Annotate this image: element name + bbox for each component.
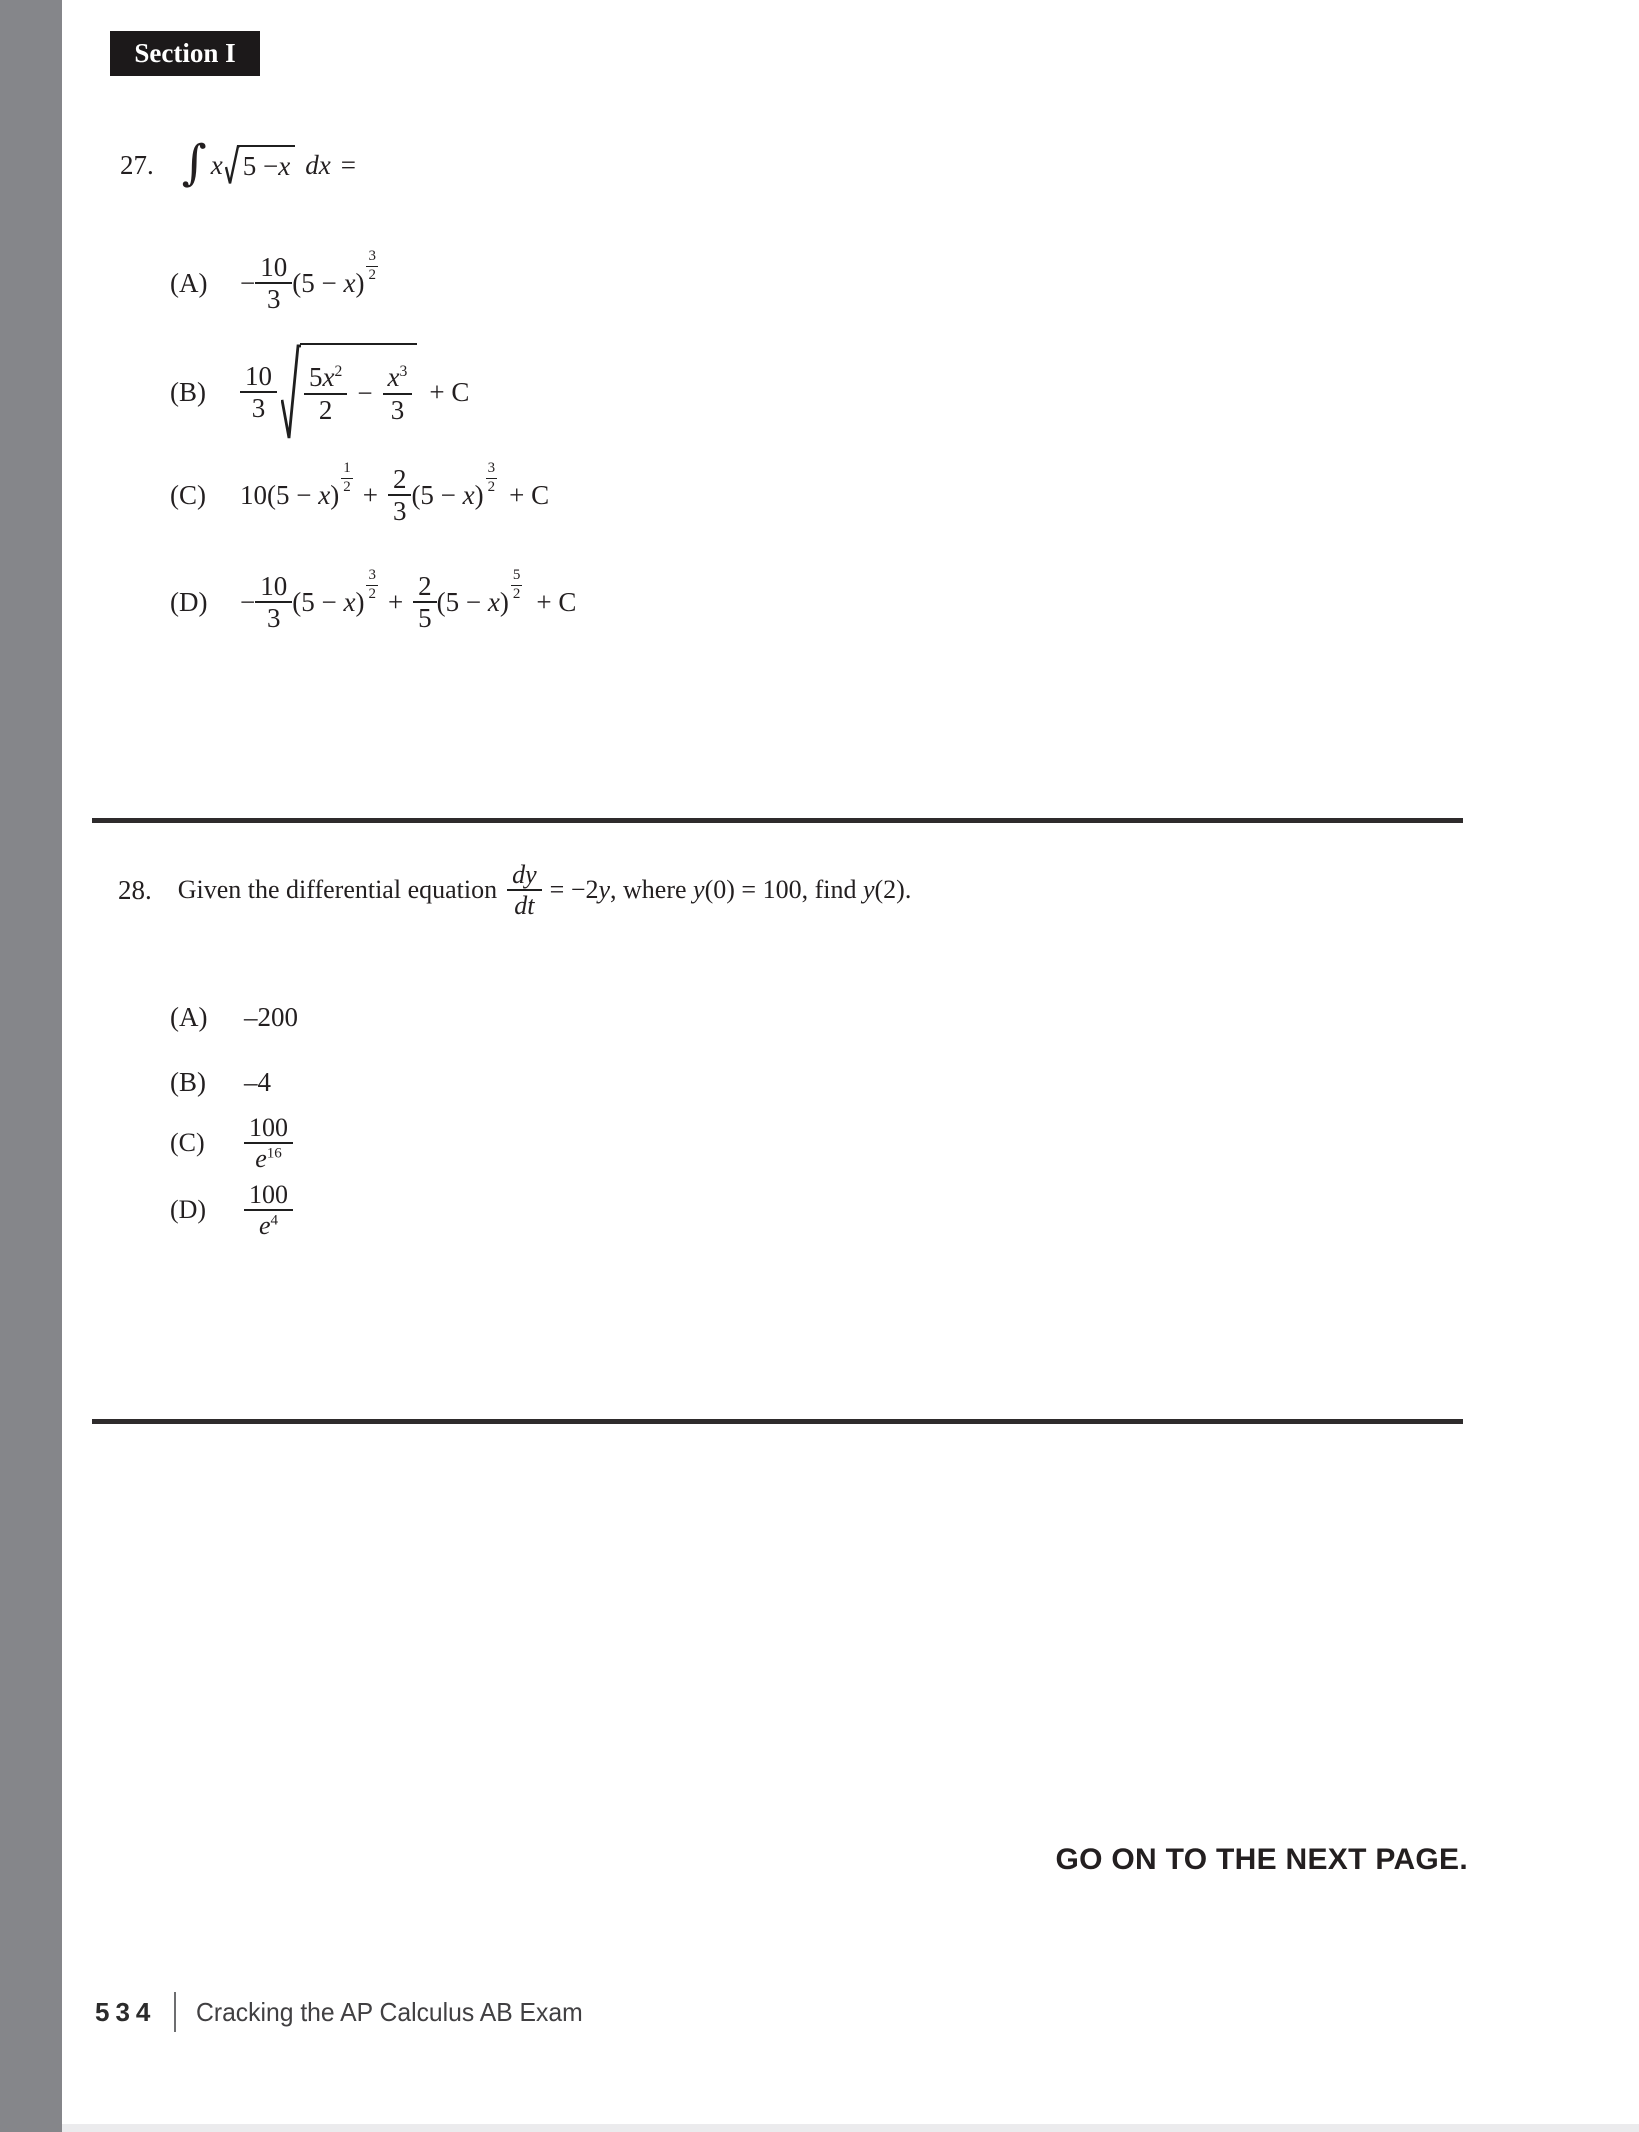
fraction (304, 362, 347, 424)
dy-dt-fraction (507, 860, 542, 920)
choice-label: (A) (170, 267, 208, 298)
exponent-denominator: 2 (487, 478, 496, 495)
choice-label: (D) (170, 586, 208, 617)
integral-sign: ∫ (181, 135, 207, 191)
exponent-denominator: 2 (368, 585, 376, 602)
exponent-denominator: 2 (343, 478, 351, 495)
choice-math (240, 248, 378, 314)
base-open: (5 − (292, 586, 344, 617)
plus-c-term: + C (536, 586, 577, 617)
minus-sign: − (357, 378, 373, 408)
page-footer (95, 1992, 603, 2032)
fraction-numerator: 2 (413, 571, 437, 603)
minus-sign: − (240, 586, 256, 617)
coefficient: 5 (309, 362, 323, 393)
base-close: ) (355, 586, 365, 617)
fraction-numerator: 100 (244, 1180, 293, 1211)
plus-c-term: + C (429, 376, 470, 407)
plus-c-term: + C (509, 479, 550, 510)
section-banner (110, 31, 260, 76)
fraction (388, 464, 412, 526)
fraction-denominator: 2 (318, 394, 333, 425)
choice-math (240, 460, 550, 526)
choice-value: –4 (244, 1066, 271, 1097)
q28-choice-b (170, 1064, 271, 1100)
differential-dx: dx (305, 149, 331, 180)
stem-text: Given the differential equation (177, 875, 498, 904)
choice-label: (A) (170, 1001, 208, 1032)
minus-sign: − (240, 267, 256, 298)
exponent: 16 (266, 1145, 282, 1162)
exponent-fraction (341, 460, 353, 496)
radicand (239, 145, 295, 185)
q27-choice-a (170, 246, 378, 320)
euler-e: e (255, 1144, 267, 1173)
variable-x: x (322, 362, 335, 393)
equals-sign: = (340, 149, 356, 180)
base-expression (292, 587, 364, 618)
fraction (383, 362, 413, 424)
base-variable: x (318, 479, 331, 510)
fraction-denominator: 3 (251, 393, 266, 423)
choice-label: (D) (170, 1195, 207, 1224)
variable-x: x (210, 149, 223, 180)
fraction-denominator: 3 (266, 284, 281, 314)
section-label: Section I (134, 38, 236, 68)
fraction-numerator (383, 362, 413, 394)
fraction-denominator: dt (514, 891, 535, 920)
left-gray-bar (0, 0, 62, 2132)
equals-minus-two: = −2 (549, 875, 599, 904)
fraction (255, 252, 292, 314)
choice-label: (B) (170, 376, 206, 407)
fraction-denominator (254, 1211, 283, 1240)
radicand-constant: 5 − (242, 151, 279, 181)
fraction (244, 1180, 293, 1240)
fraction-numerator: 10 (255, 252, 292, 284)
fraction-denominator (250, 1144, 287, 1173)
fraction-denominator: 5 (418, 603, 432, 633)
question-27-stem (120, 132, 356, 198)
fraction-numerator: 2 (388, 464, 412, 496)
base-variable: x (487, 586, 500, 617)
footer-divider (174, 1992, 176, 2032)
choice-label: (C) (170, 1128, 205, 1157)
fraction-numerator (304, 362, 347, 394)
exponent-denominator: 2 (512, 585, 521, 602)
exponent-fraction (366, 248, 378, 284)
q27-choice-b (170, 344, 469, 440)
exponent: 4 (270, 1212, 279, 1229)
base-open: (5 − (292, 267, 344, 298)
coefficient: 10 (240, 479, 267, 510)
exponent-numerator: 3 (366, 567, 378, 585)
base-close: ) (330, 479, 340, 510)
radical-sign-icon (281, 343, 301, 441)
section-divider-2 (92, 1419, 1463, 1424)
initial-condition-text: (0) = 100, find (704, 875, 863, 904)
choice-math (240, 567, 577, 633)
radical-expression (281, 343, 417, 441)
base-open: (5 − (411, 479, 463, 510)
exponent-numerator: 3 (366, 248, 378, 266)
exponent-numerator: 5 (511, 567, 523, 585)
fraction-denominator: 3 (392, 496, 407, 526)
q27-choice-c (170, 451, 549, 539)
question-28-number: 28. (118, 874, 152, 905)
base-close: ) (499, 586, 509, 617)
fraction-denominator: 3 (266, 603, 281, 633)
base-expression (267, 480, 339, 511)
choice-label: (B) (170, 1066, 206, 1097)
plus-sign: + (387, 586, 404, 617)
base-open: (5 − (267, 479, 319, 510)
fraction (413, 571, 437, 633)
go-on-instruction: GO ON TO THE NEXT PAGE. (1055, 1843, 1468, 1876)
question-27-number: 27. (120, 149, 154, 180)
page-bottom-edge (0, 2124, 1639, 2132)
radicand-variable: x (278, 151, 291, 181)
variable-y: y (693, 875, 705, 904)
base-close: ) (474, 479, 484, 510)
page-number: 534 (95, 1996, 157, 2027)
base-expression (437, 587, 509, 618)
exponent-numerator: 3 (486, 460, 498, 478)
radical-expression (225, 145, 295, 185)
book-title: Cracking the AP Calculus AB Exam (196, 1996, 584, 2027)
section-divider-1 (92, 818, 1463, 823)
fraction (240, 361, 277, 423)
fraction (244, 1113, 293, 1173)
exponent-denominator: 2 (368, 266, 376, 283)
variable-x: x (387, 362, 400, 393)
fraction-numerator: 100 (244, 1113, 293, 1144)
choice-label: (C) (170, 479, 206, 510)
base-close: ) (355, 267, 365, 298)
equation-text (550, 875, 912, 905)
q27-choice-d (170, 554, 576, 650)
fraction-numerator: dy (507, 860, 542, 891)
base-variable: x (343, 267, 356, 298)
fraction-numerator: 10 (240, 361, 277, 393)
q28-choice-a (170, 999, 298, 1035)
base-variable: x (343, 586, 356, 617)
q28-choice-d (170, 1171, 293, 1249)
question-28-stem (118, 846, 911, 934)
exponent-fraction (511, 567, 523, 603)
exponent-fraction (486, 460, 498, 496)
fraction-denominator: 3 (390, 394, 405, 425)
variable-y: y (862, 875, 875, 904)
base-open: (5 − (436, 586, 488, 617)
choice-value: –200 (244, 1001, 298, 1032)
choice-math (240, 343, 469, 441)
exponent: 3 (399, 363, 408, 381)
radicand (300, 343, 417, 441)
fraction-numerator: 10 (255, 571, 292, 603)
exponent-fraction (366, 567, 378, 603)
exponent-numerator: 1 (341, 460, 353, 478)
base-expression (292, 268, 364, 299)
variable-y: y (598, 875, 611, 904)
fraction (255, 571, 292, 633)
find-text: (2). (874, 875, 912, 904)
where-text: , where (610, 875, 694, 904)
base-variable: x (462, 479, 475, 510)
base-expression (411, 480, 483, 511)
radical-sign-icon (225, 145, 240, 185)
exponent: 2 (334, 363, 343, 381)
plus-sign: + (362, 479, 378, 510)
euler-e: e (258, 1211, 271, 1240)
